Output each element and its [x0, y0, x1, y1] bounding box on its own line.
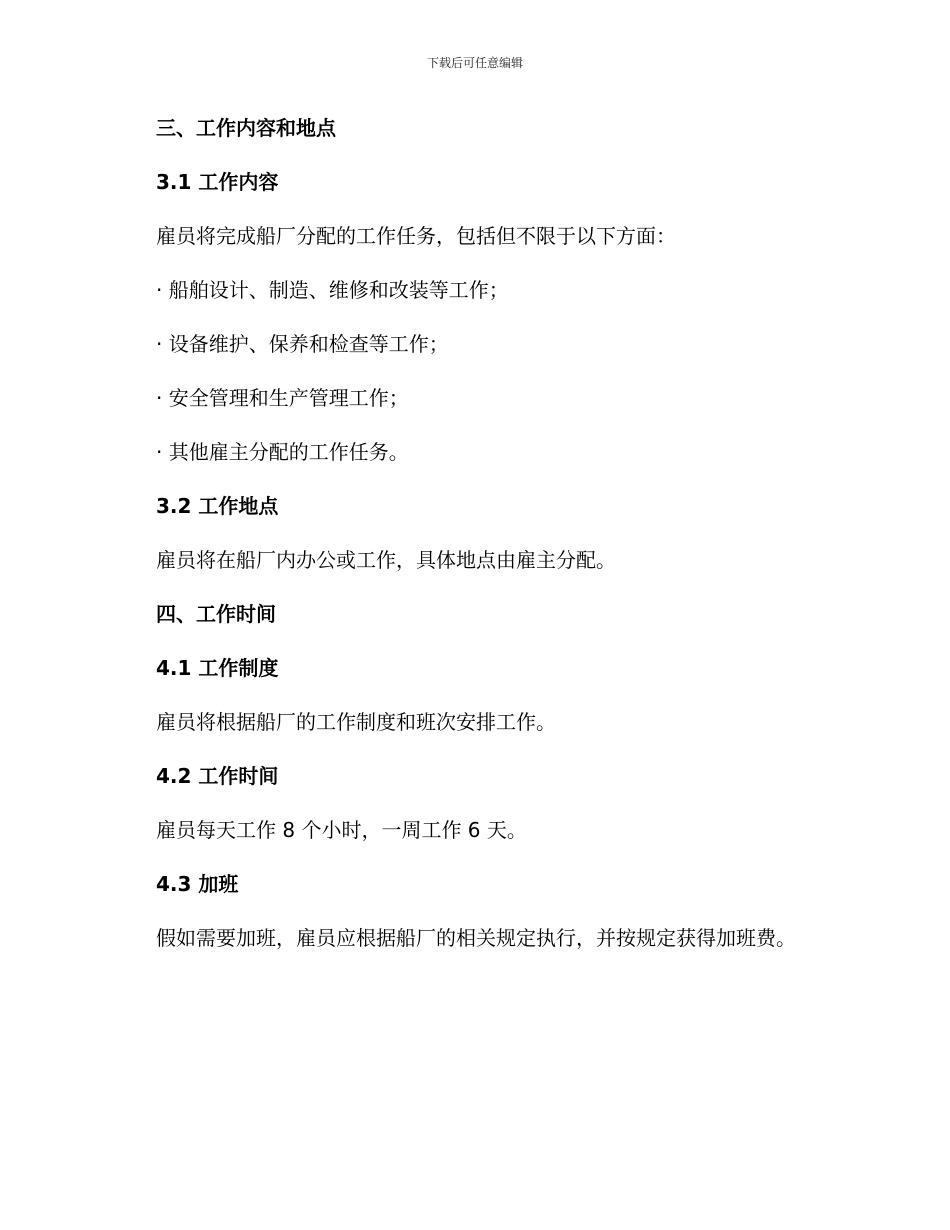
list-item: · 其他雇主分配的工作任务。 — [156, 440, 409, 464]
list-item: · 设备维护、保养和检查等工作； — [156, 332, 449, 356]
section-3-heading: 三、工作内容和地点 — [156, 116, 336, 140]
section-4-3-text: 假如需要加班，雇员应根据船厂的相关规定执行，并按规定获得加班费。 — [156, 926, 796, 950]
document-body — [112, 113, 816, 960]
section-4-1-heading: 4.1 工作制度 — [156, 656, 279, 680]
section-3-1-heading: 3.1 工作内容 — [156, 170, 279, 194]
section-4-3-heading: 4.3 加班 — [156, 872, 239, 896]
section-3-1-intro: 雇员将完成船厂分配的工作任务，包括但不限于以下方面： — [156, 224, 676, 248]
list-item: · 安全管理和生产管理工作； — [156, 386, 409, 410]
section-3-2-heading: 3.2 工作地点 — [156, 494, 279, 518]
section-4-2-text: 雇员每天工作 8 个小时，一周工作 6 天。 — [156, 818, 527, 842]
section-4-2-heading: 4.2 工作时间 — [156, 764, 279, 788]
section-3-2-text: 雇员将在船厂内办公或工作，具体地点由雇主分配。 — [156, 548, 616, 572]
list-item: · 船舶设计、制造、维修和改装等工作； — [156, 278, 509, 302]
section-4-heading: 四、工作时间 — [156, 602, 276, 626]
section-4-1-text: 雇员将根据船厂的工作制度和班次安排工作。 — [156, 710, 556, 734]
header-note: 下载后可任意编辑 — [426, 56, 523, 70]
